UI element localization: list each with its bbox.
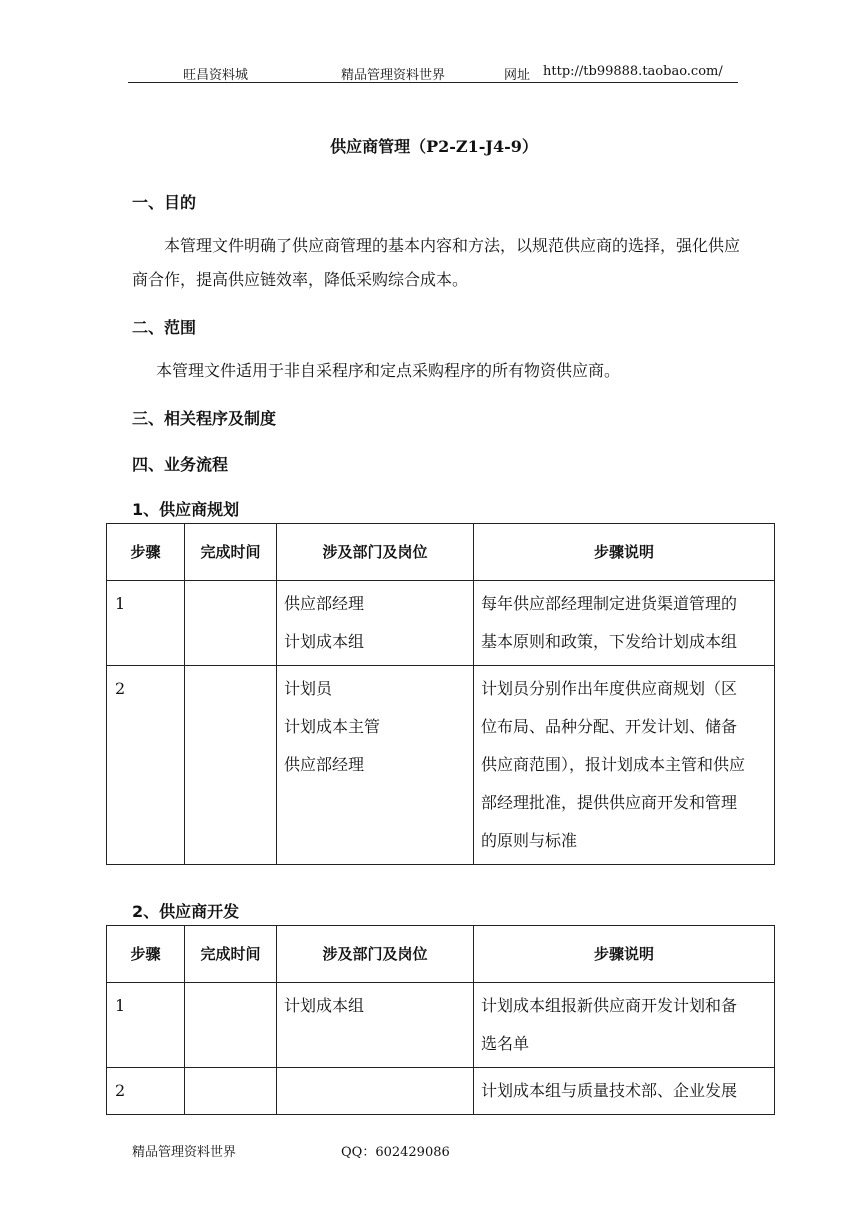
supplier-planning-table <box>106 523 775 865</box>
header-url-link[interactable]: http://tb99888.taobao.com/ <box>543 64 723 79</box>
section-heading-procedures: 三、相关程序及制度 <box>132 409 277 428</box>
header-divider <box>128 82 738 83</box>
table2-heading: 2、供应商开发 <box>132 902 240 921</box>
dept-cell <box>277 666 474 865</box>
section-heading-scope: 二、范围 <box>132 318 197 337</box>
desc-cell <box>474 983 775 1068</box>
desc-line: 每年供应部经理制定进货渠道管理的 <box>481 594 738 613</box>
desc-line: 计划员分别作出年度供应商规划（区 <box>481 679 738 698</box>
dept-cell <box>277 983 474 1068</box>
column-header: 步骤 <box>107 926 185 983</box>
dept-line: 计划成本组 <box>284 632 365 651</box>
dept-line: 供应部经理 <box>284 755 365 774</box>
section-text-purpose <box>132 229 744 297</box>
step-cell: 2 <box>107 1068 185 1115</box>
table-header-row <box>107 524 775 581</box>
table1-heading: 1、供应商规划 <box>132 500 240 519</box>
table-header-row <box>107 926 775 983</box>
desc-line: 位布局、品种分配、开发计划、储备 <box>481 717 738 736</box>
dept-line: 计划成本组 <box>284 996 365 1015</box>
section-heading-purpose: 一、目的 <box>132 193 197 212</box>
table-row <box>107 983 775 1068</box>
header-url-label: 网址 <box>504 68 531 83</box>
desc-line: 供应商范围），报计划成本主管和供应 <box>481 755 746 774</box>
time-cell <box>185 1068 277 1115</box>
step-cell: 1 <box>107 983 185 1068</box>
header-site-name: 旺昌资料城 <box>183 68 249 83</box>
desc-cell <box>474 1068 775 1115</box>
column-header: 步骤说明 <box>474 524 775 581</box>
dept-line: 计划成本主管 <box>284 717 381 736</box>
supplier-development-table <box>106 925 775 1115</box>
column-header: 步骤 <box>107 524 185 581</box>
column-header: 涉及部门及岗位 <box>277 524 474 581</box>
table-row <box>107 666 775 865</box>
dept-line: 计划员 <box>284 679 333 698</box>
step-cell: 1 <box>107 581 185 666</box>
desc-line: 选名单 <box>481 1034 530 1053</box>
desc-line: 的原则与标准 <box>481 831 578 850</box>
time-cell <box>185 983 277 1068</box>
dept-line: 供应部经理 <box>284 594 365 613</box>
section-text-scope <box>132 354 744 388</box>
footer-site-slogan: 精品管理资料世界 <box>132 1145 237 1160</box>
desc-cell <box>474 581 775 666</box>
desc-line: 计划成本组报新供应商开发计划和备 <box>481 996 738 1015</box>
purpose-paragraph: 本管理文件明确了供应商管理的基本内容和方法，以规范供应商的选择，强化供应商合作，提高供应链效率，降低采购综合成本。 <box>132 236 741 289</box>
column-header: 完成时间 <box>185 926 277 983</box>
desc-line: 基本原则和政策，下发给计划成本组 <box>481 632 738 651</box>
table-row <box>107 581 775 666</box>
time-cell <box>185 666 277 865</box>
table-row <box>107 1068 775 1115</box>
header-site-slogan: 精品管理资料世界 <box>341 68 446 83</box>
dept-cell <box>277 1068 474 1115</box>
footer-qq: QQ：602429086 <box>341 1145 450 1160</box>
column-header: 步骤说明 <box>474 926 775 983</box>
document-title: 供应商管理（P2-Z1-J4-9） <box>330 137 538 156</box>
desc-line: 部经理批准，提供供应商开发和管理 <box>481 793 738 812</box>
column-header: 完成时间 <box>185 524 277 581</box>
section-heading-process: 四、业务流程 <box>132 455 229 474</box>
desc-line: 计划成本组与质量技术部、企业发展 <box>481 1081 738 1100</box>
desc-cell <box>474 666 775 865</box>
step-cell: 2 <box>107 666 185 865</box>
scope-paragraph: 本管理文件适用于非自采程序和定点采购程序的所有物资供应商。 <box>156 361 621 380</box>
column-header: 涉及部门及岗位 <box>277 926 474 983</box>
time-cell <box>185 581 277 666</box>
dept-cell <box>277 581 474 666</box>
